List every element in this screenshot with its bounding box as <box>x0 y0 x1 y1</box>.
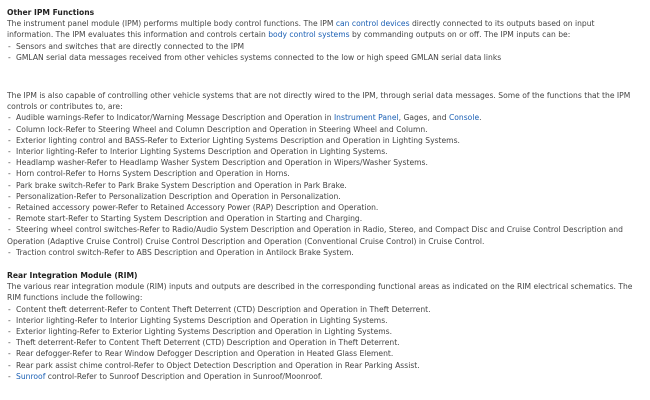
list-item-text: Interior lighting-Refer to Interior Lighting Systems Description and Operation in Lighting Systems. <box>16 315 388 325</box>
bullet: - <box>8 158 11 168</box>
bullet: - <box>8 52 11 62</box>
list-item-text: Horn control-Refer to Horns System Description and Operation in Horns. <box>16 169 290 179</box>
list-item <box>7 112 637 123</box>
list-item-text: Exterior lighting-Refer to Exterior Lighting Systems Description and Operation in Lighting Systems. <box>16 327 393 337</box>
ipm-intro-paragraph <box>7 18 637 40</box>
list-item-text: Headlamp washer-Refer to Headlamp Washer System Description and Operation in Wipers/Washer Systems. <box>16 158 428 168</box>
bullet: - <box>8 349 11 359</box>
list-item-text: Rear defogger-Refer to Rear Window Defogger Description and Operation in Heated Glass Element. <box>16 349 394 359</box>
list-item <box>7 191 637 202</box>
ipm-functions-section <box>7 90 637 258</box>
list-item <box>7 146 637 157</box>
list-item <box>7 124 637 135</box>
list-item-text: Theft deterrent-Refer to Content Theft Deterrent (CTD) Description and Operation in Theft Deterrent. <box>16 338 400 348</box>
list-item-text: Traction control switch-Refer to ABS Description and Operation in Antilock Brake System. <box>16 247 354 257</box>
list-item-text: GMLAN serial data messages received from other vehicles systems connected to the low or high speed GMLAN serial data links <box>16 52 502 62</box>
list-item <box>7 180 637 191</box>
bullet: - <box>8 327 11 337</box>
bullet: - <box>8 360 11 370</box>
list-item <box>7 135 637 146</box>
rim-intro-paragraph <box>7 281 637 303</box>
instrument-panel-link[interactable]: Instrument Panel <box>333 113 399 123</box>
bullet: - <box>8 304 11 314</box>
list-item-text: Exterior lighting control and BASS-Refer to Exterior Lighting Systems Description and Operation in Lighting Systems. <box>16 135 460 145</box>
bullet: - <box>8 147 11 157</box>
bullet: - <box>8 191 11 201</box>
list-item-text: Steering wheel control switches-Refer to Radio/Audio System Description and Operation in Radio, Stereo, and Compact Disc and Cruise Control Description and Operation (Adaptive Cruise Control) Cruise Control Description and Operation (Conventional Cruise Control) in Cruise Control. <box>7 225 623 246</box>
bullet: - <box>8 41 11 51</box>
rim-section <box>7 270 637 382</box>
list-item <box>7 41 637 52</box>
list-item <box>7 247 637 258</box>
ipm-intro-text-1: The instrument panel module (IPM) performs multiple body control functions. The IPM <box>7 19 336 29</box>
rim-intro-text: The various rear integration module (RIM) inputs and outputs are described in the corresponding functional areas as indicated on the RIM electrical schematics. The RIM functions include the following: <box>7 282 633 303</box>
list-item <box>7 213 637 224</box>
bullet: - <box>8 124 11 134</box>
list-item-text: Audible warnings-Refer to Indicator/Warning Message Description and Operation in <box>16 113 334 123</box>
body-control-systems-link[interactable]: body control systems <box>268 30 350 40</box>
list-item-text: . <box>479 113 482 123</box>
list-item <box>7 371 637 382</box>
ipm-intro-text-3: by commanding outputs on or off. The IPM inputs can be: <box>349 30 571 40</box>
sunroof-link[interactable]: Sunroof <box>16 371 46 381</box>
list-item <box>7 168 637 179</box>
list-item-text: Park brake switch-Refer to Park Brake System Description and Operation in Park Brake. <box>16 180 347 190</box>
list-item <box>7 337 637 348</box>
list-item-text: Remote start-Refer to Starting System Description and Operation in Starting and Charging. <box>16 214 363 224</box>
list-item <box>7 304 637 315</box>
list-item-text: Column lock-Refer to Steering Wheel and Column Description and Operation in Steering Wheel and Column. <box>16 124 428 134</box>
list-item-text: Content theft deterrent-Refer to Content Theft Deterrent (CTD) Description and Operation in Theft Deterrent. <box>16 304 431 314</box>
list-item <box>7 224 637 246</box>
list-item-text: Personalization-Refer to Personalization Description and Operation in Personalization. <box>16 191 341 201</box>
list-item-text: , Gages, and <box>398 113 449 123</box>
bullet: - <box>8 180 11 190</box>
list-item-text: Rear park assist chime control-Refer to Object Detection Description and Operation in Rear Parking Assist. <box>16 360 420 370</box>
list-item <box>7 52 637 63</box>
bullet: - <box>8 135 11 145</box>
list-item-text: Sensors and switches that are directly connected to the IPM <box>16 41 245 51</box>
ipm-also-text: The IPM is also capable of controlling other vehicle systems that are not directly wired to the IPM, through serial data messages. Some of the functions that the IPM controls or contributes to, are: <box>7 91 631 112</box>
ipm-section <box>7 7 637 63</box>
bullet: - <box>8 338 11 348</box>
list-item <box>7 348 637 359</box>
list-item <box>7 157 637 168</box>
bullet: - <box>8 371 11 381</box>
bullet: - <box>8 214 11 224</box>
bullet: - <box>8 315 11 325</box>
bullet: - <box>8 113 11 123</box>
rim-heading: Rear Integration Module (RIM) <box>7 271 138 280</box>
bullet: - <box>8 203 11 213</box>
ipm-heading: Other IPM Functions <box>7 8 95 17</box>
list-item <box>7 326 637 337</box>
console-link[interactable]: Console <box>448 113 480 123</box>
list-item-text: Retained accessory power-Refer to Retained Accessory Power (RAP) Description and Operation. <box>16 203 379 213</box>
ipm-also-paragraph <box>7 90 637 112</box>
bullet: - <box>8 247 11 257</box>
bullet: - <box>8 225 11 235</box>
list-item <box>7 315 637 326</box>
list-item-text: control-Refer to Sunroof Description and Operation in Sunroof/Moonroof. <box>45 371 323 381</box>
can-control-devices-link[interactable]: can control devices <box>335 19 410 29</box>
list-item <box>7 202 637 213</box>
list-item-text: Interior lighting-Refer to Interior Lighting Systems Description and Operation in Lighting Systems. <box>16 147 388 157</box>
list-item <box>7 360 637 371</box>
ipm-intro-text-2: directly connected to its outputs based on input information. The IPM evaluates this information and controls certain <box>7 19 595 40</box>
bullet: - <box>8 169 11 179</box>
